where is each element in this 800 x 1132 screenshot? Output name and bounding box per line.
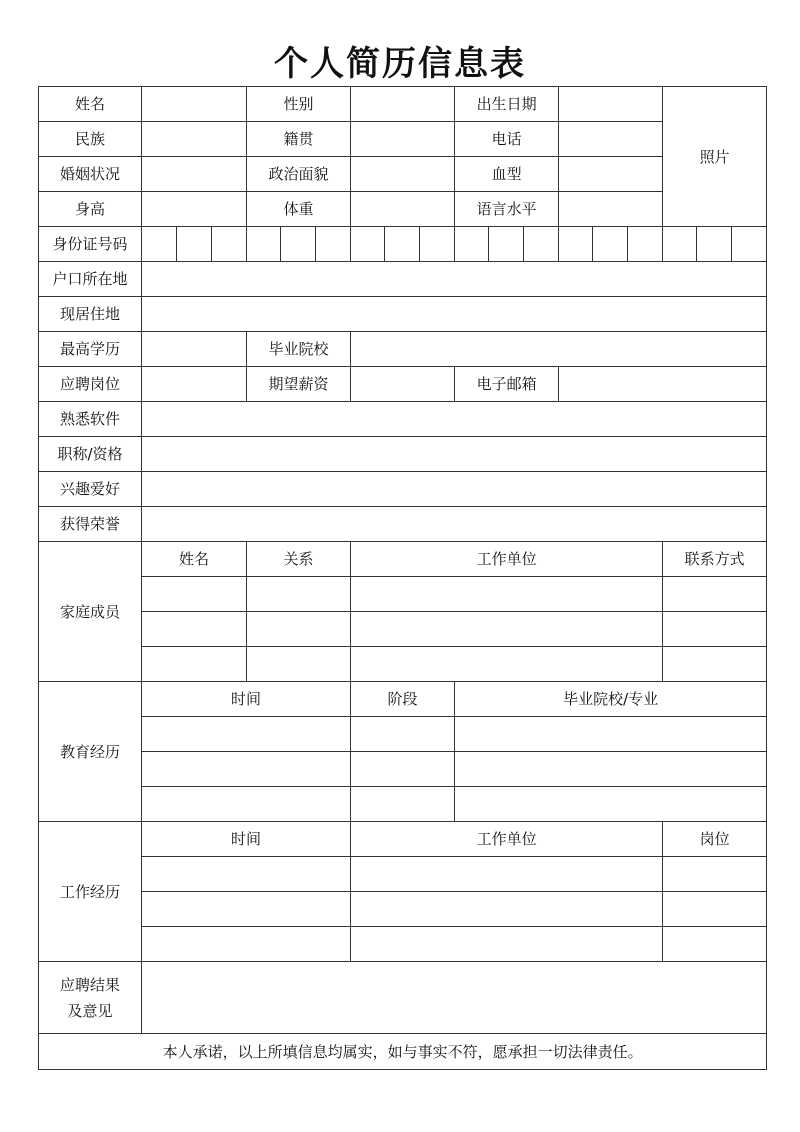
hobbies-field[interactable] [142,472,767,507]
email-field[interactable] [559,367,767,402]
highest-education-field[interactable] [142,332,247,367]
family-section-label: 家庭成员 [39,542,142,682]
graduate-school-label: 毕业院校 [247,332,351,367]
family-header-contact: 联系方式 [663,542,767,577]
honors-field[interactable] [142,507,767,542]
work-position-field[interactable] [663,927,767,962]
hobbies-label: 兴趣爱好 [39,472,142,507]
education-stage-field[interactable] [351,787,455,822]
education-section-label: 教育经历 [39,682,142,822]
political-status-field[interactable] [351,157,455,192]
family-header-relation: 关系 [247,542,351,577]
blood-type-field[interactable] [559,157,663,192]
current-address-label: 现居住地 [39,297,142,332]
native-place-field[interactable] [351,122,455,157]
position-applied-label: 应聘岗位 [39,367,142,402]
expected-salary-label: 期望薪资 [247,367,351,402]
work-section-label: 工作经历 [39,822,142,962]
work-position-field[interactable] [663,892,767,927]
id-digit-cell[interactable] [489,227,524,262]
work-header-position: 岗位 [663,822,767,857]
family-name-field[interactable] [142,612,247,647]
email-label: 电子邮箱 [455,367,559,402]
work-time-field[interactable] [142,857,351,892]
id-number-label: 身份证号码 [39,227,142,262]
result-opinion-label-line1: 应聘结果 [59,975,120,994]
gender-label: 性别 [247,87,351,122]
work-workplace-field[interactable] [351,892,663,927]
family-relation-field[interactable] [247,577,351,612]
id-digit-cell[interactable] [177,227,212,262]
name-field[interactable] [142,87,247,122]
native-place-label: 籍贯 [247,122,351,157]
education-stage-field[interactable] [351,752,455,787]
birth-date-field[interactable] [559,87,663,122]
work-workplace-field[interactable] [351,927,663,962]
education-school-field[interactable] [455,717,767,752]
page-title: 个人简历信息表 [274,44,526,84]
result-opinion-field[interactable] [142,962,767,1034]
id-digit-cell[interactable] [247,227,281,262]
honors-label: 获得荣誉 [39,507,142,542]
graduate-school-field[interactable] [351,332,767,367]
family-contact-field[interactable] [663,612,767,647]
work-workplace-field[interactable] [351,857,663,892]
blood-type-label: 血型 [455,157,559,192]
id-digit-cell[interactable] [385,227,420,262]
family-contact-field[interactable] [663,577,767,612]
family-workplace-field[interactable] [351,647,663,682]
language-level-field[interactable] [559,192,663,227]
family-relation-field[interactable] [247,612,351,647]
work-header-time: 时间 [142,822,351,857]
weight-field[interactable] [351,192,455,227]
marital-status-field[interactable] [142,157,247,192]
family-contact-field[interactable] [663,647,767,682]
work-position-field[interactable] [663,857,767,892]
family-workplace-field[interactable] [351,577,663,612]
language-level-label: 语言水平 [455,192,559,227]
education-header-stage: 阶段 [351,682,455,717]
id-digit-cell[interactable] [281,227,316,262]
education-stage-field[interactable] [351,717,455,752]
id-digit-cell[interactable] [697,227,732,262]
software-skills-label: 熟悉软件 [39,402,142,437]
id-digit-cell[interactable] [732,227,767,262]
ethnicity-field[interactable] [142,122,247,157]
result-opinion-label [39,962,142,1034]
height-field[interactable] [142,192,247,227]
id-digit-cell[interactable] [420,227,455,262]
id-digit-cell[interactable] [455,227,489,262]
id-digit-cell[interactable] [142,227,177,262]
education-header-time: 时间 [142,682,351,717]
family-relation-field[interactable] [247,647,351,682]
phone-label: 电话 [455,122,559,157]
position-applied-field[interactable] [142,367,247,402]
photo-box[interactable]: 照片 [663,87,767,227]
highest-education-label: 最高学历 [39,332,142,367]
resume-form-table [38,86,767,1070]
political-status-label: 政治面貌 [247,157,351,192]
id-digit-cell[interactable] [316,227,351,262]
id-digit-cell[interactable] [628,227,663,262]
name-label: 姓名 [39,87,142,122]
id-digit-cell[interactable] [351,227,385,262]
weight-label: 体重 [247,192,351,227]
family-header-name: 姓名 [142,542,247,577]
work-time-field[interactable] [142,892,351,927]
gender-field[interactable] [351,87,455,122]
title-qualification-label: 职称/资格 [39,437,142,472]
family-header-workplace: 工作单位 [351,542,663,577]
expected-salary-field[interactable] [351,367,455,402]
marital-status-label: 婚姻状况 [39,157,142,192]
education-time-field[interactable] [142,717,351,752]
work-header-workplace: 工作单位 [351,822,663,857]
family-workplace-field[interactable] [351,612,663,647]
education-school-field[interactable] [455,752,767,787]
id-digit-cell[interactable] [524,227,559,262]
id-digit-cell[interactable] [593,227,628,262]
id-digit-cell[interactable] [559,227,593,262]
id-digit-cell[interactable] [212,227,247,262]
software-skills-field[interactable] [142,402,767,437]
education-school-field[interactable] [455,787,767,822]
ethnicity-label: 民族 [39,122,142,157]
household-location-field[interactable] [142,262,767,297]
height-label: 身高 [39,192,142,227]
education-time-field[interactable] [142,787,351,822]
id-digit-cell[interactable] [663,227,697,262]
household-location-label: 户口所在地 [39,262,142,297]
phone-field[interactable] [559,122,663,157]
work-time-field[interactable] [142,927,351,962]
birth-date-label: 出生日期 [455,87,559,122]
family-name-field[interactable] [142,577,247,612]
title-qualification-field[interactable] [142,437,767,472]
education-header-school-major: 毕业院校/专业 [455,682,767,717]
result-opinion-label-line2: 及意见 [67,1001,113,1020]
family-name-field[interactable] [142,647,247,682]
education-time-field[interactable] [142,752,351,787]
pledge-statement: 本人承诺，以上所填信息均属实，如与事实不符，愿承担一切法律责任。 [39,1034,767,1070]
current-address-field[interactable] [142,297,767,332]
